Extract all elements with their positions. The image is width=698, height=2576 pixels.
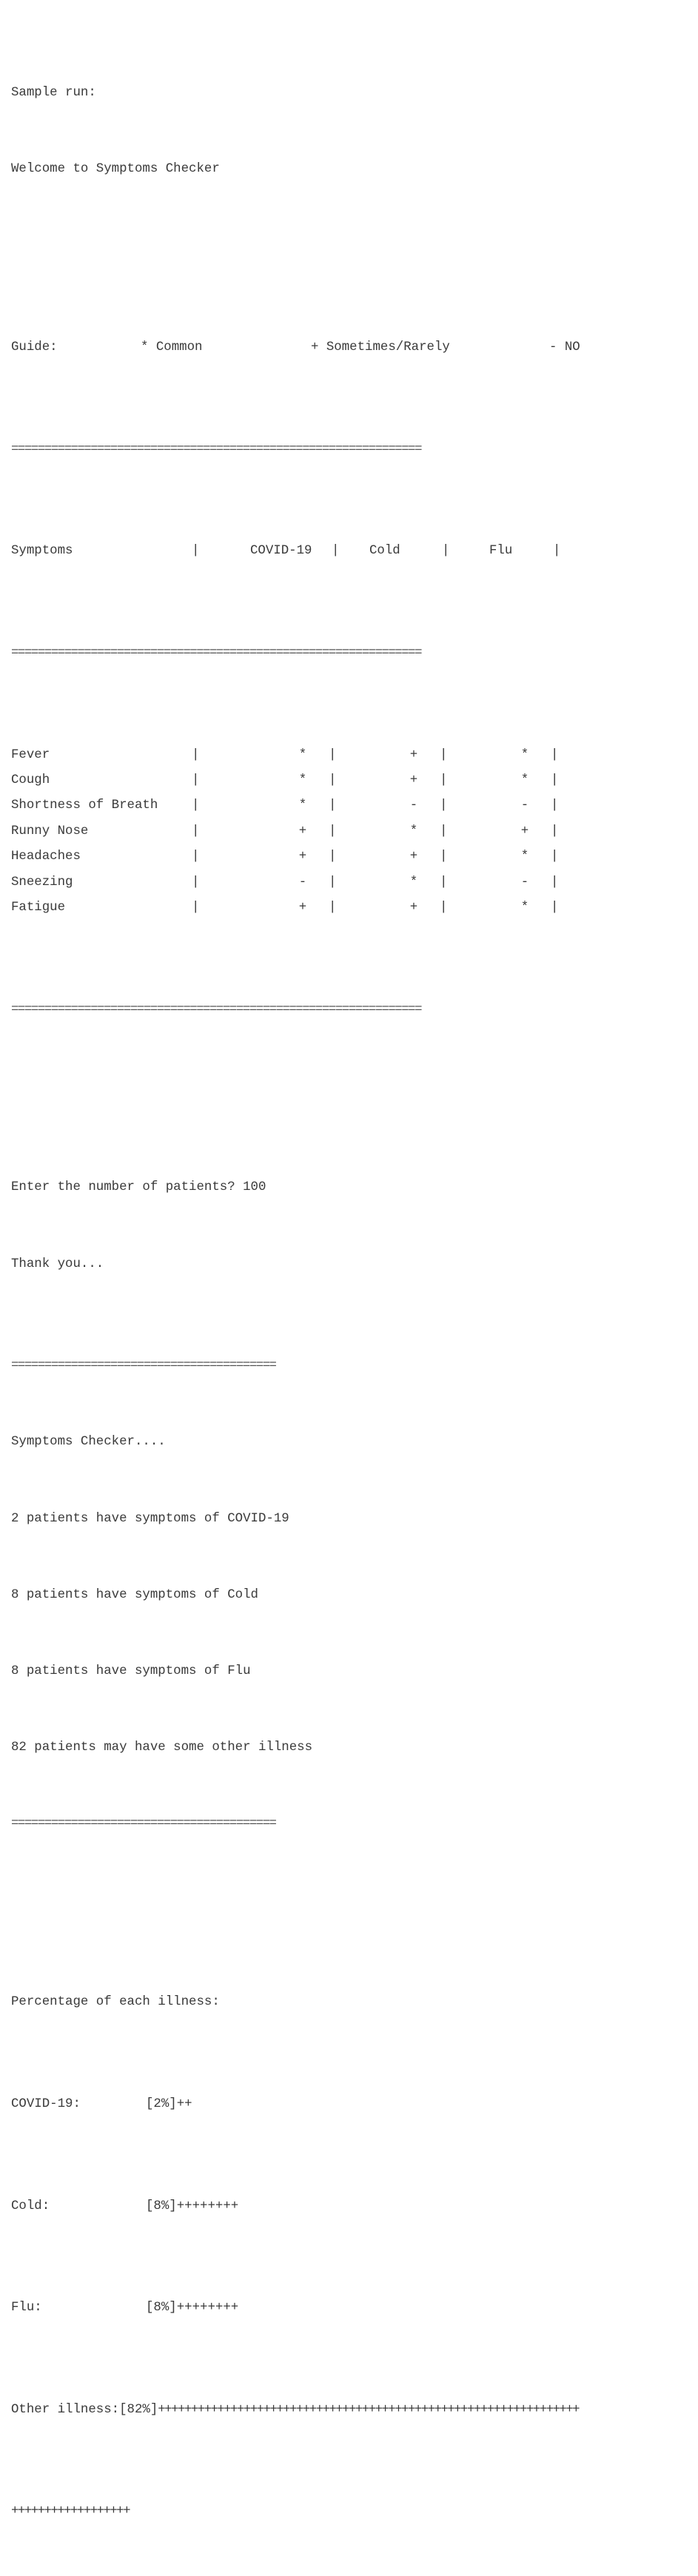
flu-indicator: +	[520, 824, 529, 838]
symptom-row	[11, 768, 692, 793]
column-separator: |	[192, 824, 200, 838]
column-separator: |	[551, 850, 559, 864]
result-line: 2 patients have symptoms of COVID-19	[11, 1511, 289, 1526]
column-separator: |	[551, 773, 559, 788]
percentage-bar: ++++++++	[176, 2199, 239, 2213]
column-separator: |	[440, 850, 448, 864]
covid-indicator: *	[298, 798, 307, 813]
symptom-row	[11, 844, 692, 870]
welcome-message: Welcome to Symptoms Checker	[11, 162, 220, 177]
symptom-name: Shortness of Breath	[11, 798, 158, 813]
patient-count-prompt: Enter the number of patients? 100	[11, 1180, 266, 1195]
percentage-title: Percentage of each illness:	[11, 1995, 220, 2010]
header-cold: Cold	[369, 544, 400, 559]
percentage-value: [2%]	[146, 2096, 177, 2111]
column-separator: |	[329, 850, 337, 864]
column-separator: |	[329, 824, 337, 838]
column-separator: |	[440, 901, 448, 915]
column-separator: |	[192, 875, 200, 890]
cold-indicator: *	[409, 824, 418, 838]
column-separator: |	[329, 901, 337, 915]
flu-indicator: -	[520, 875, 529, 890]
column-separator: |	[329, 773, 337, 788]
column-separator: |	[551, 824, 559, 838]
header-covid: COVID-19	[250, 544, 312, 559]
symptom-name: Headaches	[11, 850, 81, 864]
percentage-label: Flu:	[11, 2301, 42, 2316]
table-top-rule: ==============================================================	[11, 442, 422, 457]
symptom-name: Sneezing	[11, 875, 73, 890]
guide-line	[11, 335, 692, 360]
table-header-rule: ==============================================================	[11, 646, 422, 661]
flu-indicator: -	[520, 798, 529, 813]
percentage-label: Other illness:	[11, 2402, 120, 2417]
results-bottom-rule: ========================================	[11, 1817, 276, 1832]
blank-line	[11, 1889, 692, 1914]
column-separator: |	[553, 544, 561, 559]
covid-indicator: +	[298, 850, 307, 864]
column-separator: |	[329, 747, 337, 762]
column-separator: |	[329, 875, 337, 890]
column-separator: |	[551, 798, 559, 813]
result-line: 8 patients have symptoms of Flu	[11, 1664, 251, 1679]
header-flu: Flu	[489, 544, 513, 559]
column-separator: |	[440, 798, 448, 813]
symptom-name: Fever	[11, 747, 50, 762]
percentage-bar-wrap: ++++++++++++++++++	[11, 2504, 130, 2519]
column-separator: |	[440, 875, 448, 890]
percentage-row-flu	[11, 2296, 692, 2321]
symptom-row	[11, 895, 692, 921]
flu-indicator: *	[520, 901, 529, 915]
column-separator: |	[192, 798, 200, 813]
table-header-row	[11, 539, 692, 564]
covid-indicator: +	[298, 824, 307, 838]
cold-indicator: +	[409, 850, 418, 864]
column-separator: |	[192, 747, 200, 762]
sample-run-label: Sample run:	[11, 86, 96, 101]
cold-indicator: -	[409, 798, 418, 813]
percentage-row-cold	[11, 2194, 692, 2219]
blank-line	[11, 1074, 692, 1099]
symptom-row	[11, 743, 692, 768]
column-separator: |	[442, 544, 450, 559]
console-output	[11, 4, 692, 2576]
percentage-value: [8%]	[146, 2199, 177, 2213]
percentage-bar: ++++++++	[176, 2301, 239, 2316]
column-separator: |	[551, 901, 559, 915]
column-separator: |	[440, 773, 448, 788]
symptom-row	[11, 819, 692, 844]
percentage-row-other	[11, 2398, 692, 2423]
cold-indicator: +	[409, 773, 418, 788]
flu-indicator: *	[520, 747, 529, 762]
cold-indicator: +	[409, 747, 418, 762]
header-symptoms: Symptoms	[11, 544, 73, 559]
table-bottom-rule: ==============================================================	[11, 1002, 422, 1017]
column-separator: |	[192, 773, 200, 788]
thank-you-message: Thank you...	[11, 1257, 104, 1271]
column-separator: |	[192, 901, 200, 915]
column-separator: |	[440, 747, 448, 762]
column-separator: |	[332, 544, 340, 559]
column-separator: |	[551, 747, 559, 762]
blank-line	[11, 234, 692, 259]
covid-indicator: +	[298, 901, 307, 915]
guide-label: Guide:	[11, 340, 58, 355]
column-separator: |	[440, 824, 448, 838]
symptom-name: Fatigue	[11, 901, 66, 915]
column-separator: |	[551, 875, 559, 890]
percentage-label: COVID-19:	[11, 2096, 81, 2111]
column-separator: |	[329, 798, 337, 813]
percentage-bar: ++	[176, 2096, 192, 2111]
symptom-name: Cough	[11, 773, 50, 788]
guide-common: * Common	[141, 340, 203, 355]
column-separator: |	[192, 850, 200, 864]
symptom-row	[11, 870, 692, 895]
cold-indicator: *	[409, 875, 418, 890]
percentage-row-covid	[11, 2092, 692, 2117]
result-line: 8 patients have symptoms of Cold	[11, 1587, 258, 1602]
symptom-rows	[11, 743, 692, 921]
percentage-value: [82%]	[119, 2402, 158, 2417]
cold-indicator: +	[409, 901, 418, 915]
covid-indicator: *	[298, 773, 307, 788]
covid-indicator: *	[298, 747, 307, 762]
result-line: 82 patients may have some other illness	[11, 1741, 313, 1755]
column-separator: |	[192, 544, 200, 559]
guide-no: - NO	[549, 340, 580, 355]
percentage-value: [8%]	[146, 2301, 177, 2316]
symptom-name: Runny Nose	[11, 824, 89, 838]
flu-indicator: *	[520, 773, 529, 788]
guide-sometimes: + Sometimes/Rarely	[311, 340, 450, 355]
covid-indicator: -	[298, 875, 307, 890]
checker-title: Symptoms Checker....	[11, 1435, 166, 1450]
percentage-bar: ++++++++++++++++++++++++++++++++++++++++++++++++++++++++++++++++	[158, 2402, 580, 2417]
results-top-rule: ========================================	[11, 1359, 276, 1373]
symptom-row	[11, 793, 692, 818]
flu-indicator: *	[520, 850, 529, 864]
percentage-label: Cold:	[11, 2199, 50, 2213]
